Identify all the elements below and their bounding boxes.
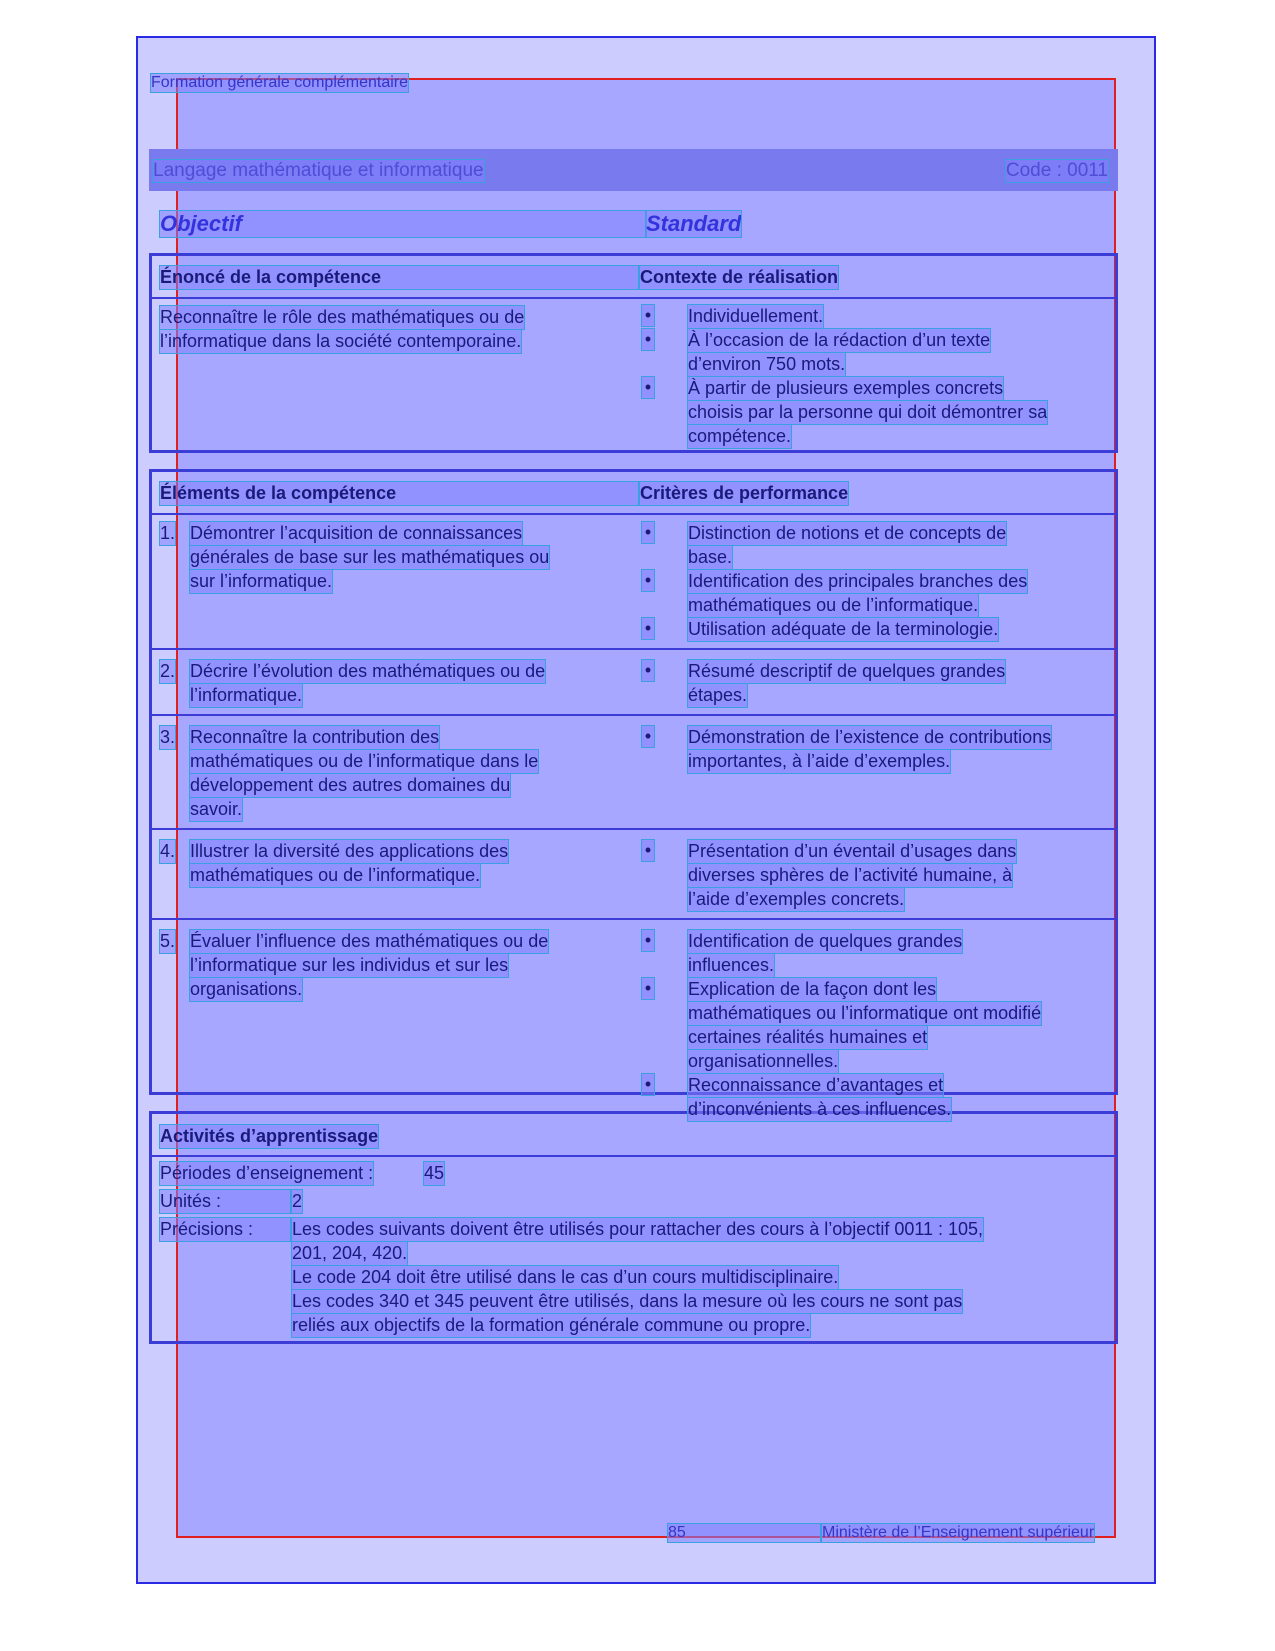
subject-title: Langage mathématique et informatique <box>153 160 484 181</box>
objectif-heading: Objectif <box>160 211 646 237</box>
bullet-context-2: • <box>642 377 654 398</box>
element-number: 4. <box>160 841 176 861</box>
activities-header-divider <box>149 1155 1118 1157</box>
bullet-criteria-0-0: • <box>642 522 654 543</box>
criteria-item-line: Distinction de notions et de concepts de <box>688 523 1007 543</box>
competence-statement-header: Énoncé de la compétence <box>160 266 638 289</box>
context-item-line: d’environ 750 mots. <box>688 354 846 374</box>
elements-header-divider <box>149 513 1118 515</box>
context-header: Contexte de réalisation <box>640 267 839 287</box>
element-number: 3. <box>160 727 176 747</box>
criteria-item-line: Démonstration de l’existence de contributions <box>688 727 1052 747</box>
element-number: 2. <box>160 661 176 681</box>
criteria-header: Critères de performance <box>640 483 849 503</box>
context-item-line: À partir de plusieurs exemples concrets <box>688 378 1004 398</box>
units-value: 2 <box>292 1191 303 1211</box>
element-text-line: mathématiques ou de l’informatique dans le <box>190 751 539 771</box>
criteria-item-line: diverses sphères de l’activité humaine, à <box>688 865 1013 885</box>
criteria-item-line: Résumé descriptif de quelques grandes <box>688 661 1006 681</box>
precisions-label: Précisions : <box>160 1218 290 1241</box>
element-text-line: Démontrer l’acquisition de connaissances <box>190 523 523 543</box>
criteria-item-line: influences. <box>688 955 775 975</box>
bullet-criteria-0-2: • <box>642 618 654 639</box>
element-number: 5. <box>160 931 176 951</box>
context-item-line: choisis par la personne qui doit démontrer sa <box>688 402 1048 422</box>
criteria-item-line: Reconnaissance d’avantages et <box>688 1075 944 1095</box>
elements-row-divider <box>149 828 1118 830</box>
element-text-line: générales de base sur les mathématiques ou <box>190 547 550 567</box>
precisions-line: reliés aux objectifs de la formation générale commune ou propre. <box>292 1315 811 1335</box>
element-text-line: mathématiques ou de l’informatique. <box>190 865 481 885</box>
criteria-item-line: base. <box>688 547 733 567</box>
criteria-item-line: Utilisation adéquate de la terminologie. <box>688 619 999 639</box>
page-number: 85 <box>668 1524 820 1542</box>
bullet-context-1: • <box>642 329 654 350</box>
element-text-line: sur l’informatique. <box>190 571 333 591</box>
criteria-item-line: certaines réalités humaines et <box>688 1027 928 1047</box>
standard-heading: Standard <box>646 211 742 236</box>
bullet-criteria-4-1: • <box>642 978 654 999</box>
bullet-criteria-4-2: • <box>642 1074 654 1095</box>
precisions-line: Les codes 340 et 345 peuvent être utilisés, dans la mesure où les cours ne sont pas <box>292 1291 963 1311</box>
elements-row-divider <box>149 714 1118 716</box>
title-band <box>149 149 1118 191</box>
criteria-item-line: Présentation d’un éventail d’usages dans <box>688 841 1017 861</box>
elements-row-divider <box>149 648 1118 650</box>
units-label: Unités : <box>160 1190 290 1213</box>
element-text-line: l’informatique sur les individus et sur les <box>190 955 509 975</box>
elements-row-divider <box>149 918 1118 920</box>
context-item-line: compétence. <box>688 426 792 446</box>
precisions-line: Le code 204 doit être utilisé dans le cas d’un cours multidisciplinaire. <box>292 1267 839 1287</box>
element-text-line: organisations. <box>190 979 303 999</box>
publisher-name: Ministère de l’Enseignement supérieur <box>822 1524 1095 1541</box>
criteria-item-line: l’aide d’exemples concrets. <box>688 889 905 909</box>
objective-code: Code : 0011 <box>1005 160 1108 181</box>
element-text-line: Décrire l’évolution des mathématiques ou de <box>190 661 546 681</box>
element-text-line: Reconnaître la contribution des <box>190 727 440 747</box>
element-text-line: l’informatique. <box>190 685 303 705</box>
bullet-criteria-4-0: • <box>642 930 654 951</box>
element-text-line: savoir. <box>190 799 243 819</box>
bullet-criteria-2-0: • <box>642 726 654 747</box>
competence-statement-line: l’informatique dans la société contemporaine. <box>160 331 522 351</box>
program-name: Formation générale complémentaire <box>151 74 409 91</box>
criteria-item-line: importantes, à l’aide d’exemples. <box>688 751 951 771</box>
competence-header-divider <box>149 297 1118 299</box>
periods-label: Périodes d’enseignement : <box>160 1163 374 1183</box>
criteria-item-line: étapes. <box>688 685 748 705</box>
competence-statement-line: Reconnaître le rôle des mathématiques ou de <box>160 307 525 327</box>
bullet-criteria-3-0: • <box>642 840 654 861</box>
element-text-line: Illustrer la diversité des applications des <box>190 841 509 861</box>
bullet-context-0: • <box>642 305 654 326</box>
element-text-line: Évaluer l’influence des mathématiques ou de <box>190 931 549 951</box>
periods-value: 45 <box>424 1163 445 1183</box>
criteria-item-line: d’inconvénients à ces influences. <box>688 1099 952 1119</box>
context-item-line: À l’occasion de la rédaction d’un texte <box>688 330 991 350</box>
criteria-item-line: Identification de quelques grandes <box>688 931 963 951</box>
context-item-line: Individuellement. <box>688 306 824 326</box>
elements-header: Éléments de la compétence <box>160 482 638 505</box>
criteria-item-line: mathématiques ou l’informatique ont modifié <box>688 1003 1042 1023</box>
activities-header: Activités d’apprentissage <box>160 1126 379 1146</box>
criteria-item-line: organisationnelles. <box>688 1051 839 1071</box>
criteria-item-line: Explication de la façon dont les <box>688 979 937 999</box>
bullet-criteria-0-1: • <box>642 570 654 591</box>
bullet-criteria-1-0: • <box>642 660 654 681</box>
element-text-line: développement des autres domaines du <box>190 775 511 795</box>
criteria-item-line: Identification des principales branches des <box>688 571 1028 591</box>
precisions-line: Les codes suivants doivent être utilisés pour rattacher des cours à l’objectif 0011 : 105, <box>292 1219 984 1239</box>
precisions-line: 201, 204, 420. <box>292 1243 408 1263</box>
criteria-item-line: mathématiques ou de l’informatique. <box>688 595 979 615</box>
element-number: 1. <box>160 523 176 543</box>
